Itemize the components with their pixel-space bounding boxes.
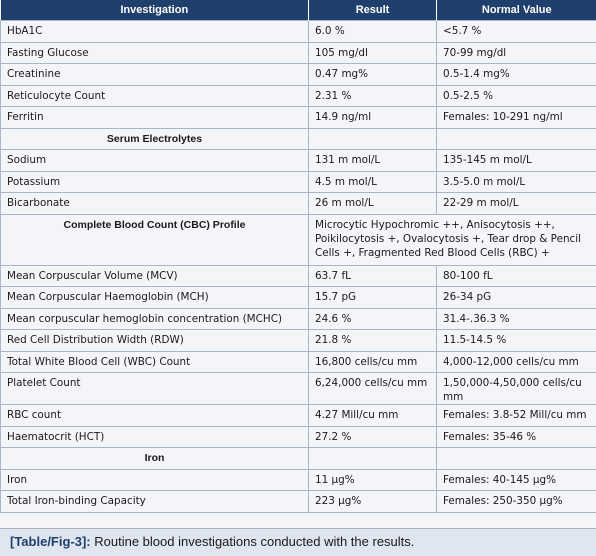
figure-caption [0, 528, 596, 556]
cell-result: 6.0 % [309, 21, 437, 43]
caption-text: Routine blood investigations conducted with the results. [90, 534, 415, 549]
section-row [1, 448, 596, 470]
cell-result: 223 µg% [309, 491, 437, 513]
cell-investigation: Reticulocyte Count [1, 85, 309, 107]
cell-result: 4.5 m mol/L [309, 171, 437, 193]
cell-result: 105 mg/dl [309, 42, 437, 64]
cell-investigation: Mean Corpuscular Haemoglobin (MCH) [1, 287, 309, 309]
section-row [1, 214, 596, 265]
cell-investigation: Sodium [1, 150, 309, 172]
cell-result: 4.27 Mill/cu mm [309, 405, 437, 427]
cbc-morphology-note: Microcytic Hypochromic ++, Anisocytosis ++, Poikilocytosis +, Ovalocytosis +, Tear drop & Pencil Cells +, Fragmented Red Blood Cells (RBC) + [309, 214, 596, 265]
empty-cell [437, 128, 596, 150]
cell-normal-value: Females: 40-145 µg% [437, 469, 596, 491]
empty-cell [309, 448, 437, 470]
table-row [1, 171, 596, 193]
header-investigation: Investigation [1, 0, 309, 21]
table-row [1, 42, 596, 64]
cell-normal-value: Females: 250-350 µg% [437, 491, 596, 513]
section-label: Complete Blood Count (CBC) Profile [1, 214, 309, 265]
cell-normal-value: <5.7 % [437, 21, 596, 43]
table-body [1, 21, 596, 513]
cell-normal-value: 26-34 pG [437, 287, 596, 309]
cell-result: 27.2 % [309, 426, 437, 448]
table-row [1, 426, 596, 448]
header-normal-value: Normal Value [437, 0, 596, 21]
cell-normal-value: 80-100 fL [437, 265, 596, 287]
table-row [1, 107, 596, 129]
table-row [1, 21, 596, 43]
section-row [1, 128, 596, 150]
table-row [1, 85, 596, 107]
cell-investigation: Red Cell Distribution Width (RDW) [1, 330, 309, 352]
cell-investigation: HbA1C [1, 21, 309, 43]
table-header-row [1, 0, 596, 21]
cell-normal-value: 0.5-1.4 mg% [437, 64, 596, 86]
cell-result: 14.9 ng/ml [309, 107, 437, 129]
cell-result: 21.8 % [309, 330, 437, 352]
cell-result: 131 m mol/L [309, 150, 437, 172]
section-label: Serum Electrolytes [1, 128, 309, 150]
cell-investigation: Iron [1, 469, 309, 491]
cell-investigation: Total White Blood Cell (WBC) Count [1, 351, 309, 373]
cell-normal-value: 0.5-2.5 % [437, 85, 596, 107]
table-row [1, 351, 596, 373]
cell-investigation: Creatinine [1, 64, 309, 86]
table-row [1, 330, 596, 352]
cell-normal-value: 4,000-12,000 cells/cu mm [437, 351, 596, 373]
cell-normal-value: 31.4-.36.3 % [437, 308, 596, 330]
cell-normal-value: Females: 35-46 % [437, 426, 596, 448]
caption-tag: [Table/Fig-3]: [10, 534, 91, 549]
cell-result: 6,24,000 cells/cu mm [309, 373, 437, 405]
cell-normal-value: Females: 10-291 ng/ml [437, 107, 596, 129]
cell-result: 16,800 cells/cu mm [309, 351, 437, 373]
cell-normal-value: 1,50,000-4,50,000 cells/cu mm [437, 373, 596, 405]
cell-investigation: Bicarbonate [1, 193, 309, 215]
cell-normal-value: 70-99 mg/dl [437, 42, 596, 64]
table-row [1, 491, 596, 513]
cell-investigation: Mean corpuscular hemoglobin concentration (MCHC) [1, 308, 309, 330]
cell-normal-value: Females: 3.8-52 Mill/cu mm [437, 405, 596, 427]
table-row [1, 308, 596, 330]
table-row [1, 373, 596, 405]
cell-normal-value: 22-29 m mol/L [437, 193, 596, 215]
header-result: Result [309, 0, 437, 21]
empty-cell [437, 448, 596, 470]
table-row [1, 265, 596, 287]
table-row [1, 287, 596, 309]
cell-investigation: Mean Corpuscular Volume (MCV) [1, 265, 309, 287]
table-row [1, 193, 596, 215]
cell-result: 26 m mol/L [309, 193, 437, 215]
cell-investigation: Haematocrit (HCT) [1, 426, 309, 448]
cell-normal-value: 11.5-14.5 % [437, 330, 596, 352]
cell-investigation: Total Iron-binding Capacity [1, 491, 309, 513]
table-row [1, 64, 596, 86]
cell-investigation: RBC count [1, 405, 309, 427]
cell-normal-value: 3.5-5.0 m mol/L [437, 171, 596, 193]
empty-cell [309, 128, 437, 150]
cell-result: 0.47 mg% [309, 64, 437, 86]
cell-result: 15.7 pG [309, 287, 437, 309]
cell-result: 2.31 % [309, 85, 437, 107]
table-row [1, 150, 596, 172]
cell-investigation: Platelet Count [1, 373, 309, 405]
cell-investigation: Ferritin [1, 107, 309, 129]
section-label: Iron [1, 448, 309, 470]
cell-result: 11 µg% [309, 469, 437, 491]
table-row [1, 405, 596, 427]
table-row [1, 469, 596, 491]
cell-result: 24.6 % [309, 308, 437, 330]
cell-investigation: Potassium [1, 171, 309, 193]
cell-normal-value: 135-145 m mol/L [437, 150, 596, 172]
cell-investigation: Fasting Glucose [1, 42, 309, 64]
cell-result: 63.7 fL [309, 265, 437, 287]
